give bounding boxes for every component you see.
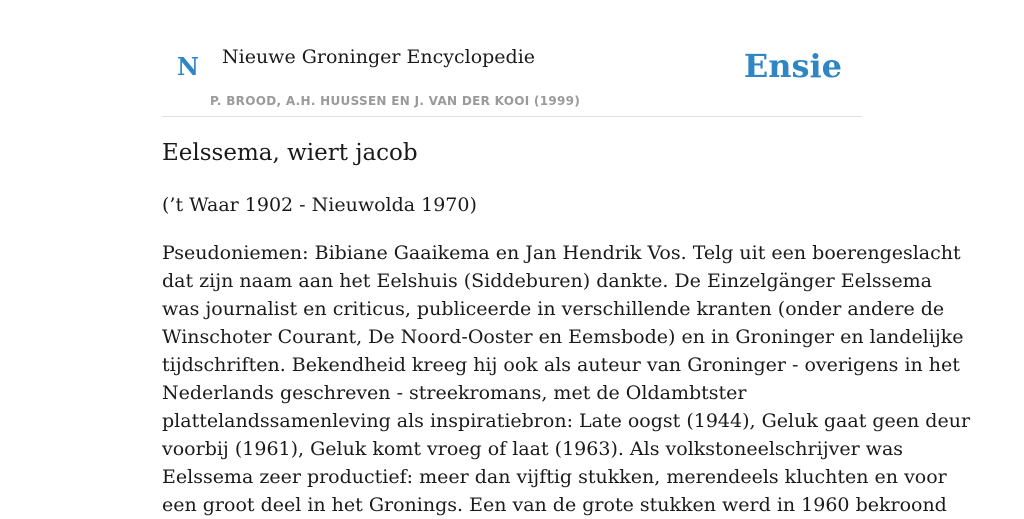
body-line: Winschoter Courant, De Noord-Ooster en Eemsbode) en in Groninger en landelijke <box>162 326 964 348</box>
body-line: voorbij (1961), Geluk komt vroeg of laat (1963). Als volkstoneelschrijver was <box>162 438 904 460</box>
entry-title: Eelssema, wiert jacob <box>162 140 418 166</box>
entry-body <box>162 239 971 519</box>
body-line: plattelandssamenleving als inspiratiebron: Late oogst (1944), Geluk gaat geen deur <box>162 410 971 432</box>
source-title-link[interactable]: Nieuwe Groninger Encyclopedie <box>222 46 536 68</box>
body-line: een groot deel in het Gronings. Een van de grote stukken werd in 1960 bekroond <box>162 494 947 516</box>
source-authors: P. BROOD, A.H. HUUSSEN EN J. VAN DER KOOI (1999) <box>210 94 581 108</box>
brand-logo[interactable]: Ensie <box>743 47 842 85</box>
page-container <box>162 0 971 516</box>
body-line: Pseudoniemen: Bibiane Gaaikema en Jan Hendrik Vos. Telg uit een boerengeslacht <box>162 242 961 264</box>
body-line: was journalist en criticus, publiceerde in verschillende kranten (onder andere de <box>162 298 945 320</box>
source-logo[interactable]: N <box>177 52 199 81</box>
entry-dates: (’t Waar 1902 - Nieuwolda 1970) <box>162 194 477 216</box>
body-line: tijdschriften. Bekendheid kreeg hij ook als auteur van Groninger - overigens in het <box>162 354 960 376</box>
body-line: dat zijn naam aan het Eelshuis (Siddeburen) dankte. De Einzelgänger Eelssema <box>162 270 932 292</box>
body-line: Nederlands geschreven - streekromans, met de Oldambtster <box>162 382 747 404</box>
body-line: Eelssema zeer productief: meer dan vijftig stukken, merendeels kluchten en voor <box>162 466 947 488</box>
source-header <box>162 0 862 117</box>
